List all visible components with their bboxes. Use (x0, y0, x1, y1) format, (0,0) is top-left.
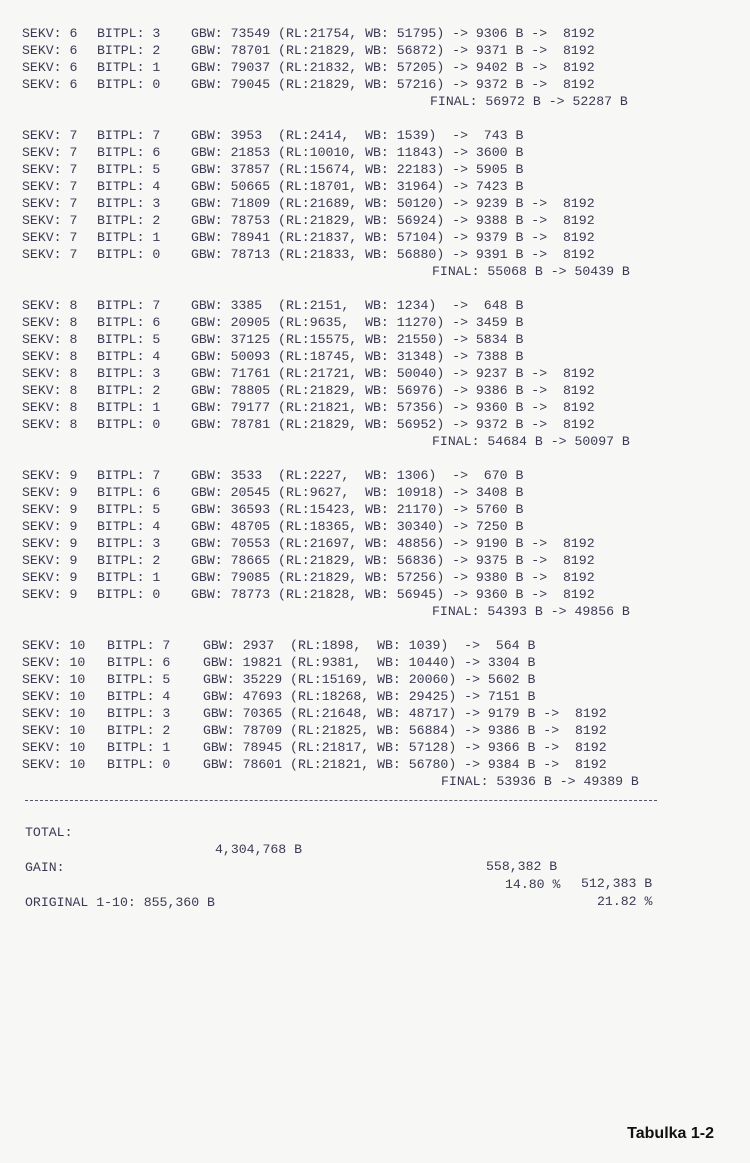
final-value: FINAL: 54684 B -> 50097 B (432, 434, 630, 450)
bitpl-cell: BITPL: 0 (97, 587, 161, 603)
bitpl-cell: BITPL: 4 (97, 519, 161, 535)
bitpl-cell: BITPL: 3 (107, 706, 171, 722)
sekv-cell: SEKV: 10 (22, 655, 86, 671)
table-caption: Tabulka 1-2 (627, 1125, 714, 1142)
sekv-cell: SEKV: 7 (22, 213, 78, 229)
bitpl-cell: BITPL: 1 (97, 570, 161, 586)
bitpl-cell: BITPL: 2 (107, 723, 171, 739)
sekv-cell: SEKV: 6 (22, 26, 78, 41)
gbw-cell: GBW: 73549 (RL:21754, WB: 51795) -> 9306 B -> 8192 (191, 26, 595, 41)
sekv-cell: SEKV: 10 (22, 672, 86, 688)
gbw-cell: GBW: 78781 (RL:21829, WB: 56952) -> 9372 B -> 8192 (191, 417, 595, 433)
total-bytes: 558,382 B (486, 859, 558, 874)
sekv-cell: SEKV: 7 (22, 196, 78, 212)
bitpl-cell: BITPL: 0 (107, 757, 171, 773)
sekv-cell: SEKV: 7 (22, 128, 78, 143)
sekv-cell: SEKV: 6 (22, 60, 78, 76)
bitpl-cell: BITPL: 2 (97, 213, 161, 229)
gbw-cell: GBW: 20545 (RL:9627, WB: 10918) -> 3408 B (191, 485, 524, 501)
bitpl-cell: BITPL: 6 (97, 145, 161, 161)
sekv-cell: SEKV: 8 (22, 332, 78, 348)
gbw-cell: GBW: 47693 (RL:18268, WB: 29425) -> 7151 B (203, 689, 536, 705)
sekv-cell: SEKV: 10 (22, 638, 86, 653)
sekv-cell: SEKV: 6 (22, 77, 78, 93)
final-value: FINAL: 54393 B -> 49856 B (432, 604, 630, 620)
sekv-cell: SEKV: 8 (22, 349, 78, 365)
gbw-cell: GBW: 78713 (RL:21833, WB: 56880) -> 9391 B -> 8192 (191, 247, 595, 263)
bitpl-cell: BITPL: 4 (97, 179, 161, 195)
gbw-cell: GBW: 2937 (RL:1898, WB: 1039) -> 564 B (203, 638, 536, 653)
bitpl-cell: BITPL: 7 (97, 298, 161, 313)
bitpl-cell: BITPL: 1 (107, 740, 171, 756)
sekv-cell: SEKV: 7 (22, 179, 78, 195)
bitpl-cell: BITPL: 6 (107, 655, 171, 671)
gbw-cell: GBW: 79085 (RL:21829, WB: 57256) -> 9380 B -> 8192 (191, 570, 595, 586)
sekv-cell: SEKV: 7 (22, 162, 78, 178)
sekv-cell: SEKV: 8 (22, 400, 78, 416)
gbw-cell: GBW: 37125 (RL:15575, WB: 21550) -> 5834 B (191, 332, 524, 348)
bitpl-cell: BITPL: 7 (107, 638, 171, 653)
gbw-cell: GBW: 78709 (RL:21825, WB: 56884) -> 9386 B -> 8192 (203, 723, 607, 739)
bitpl-cell: BITPL: 5 (107, 672, 171, 688)
sekv-cell: SEKV: 10 (22, 757, 86, 773)
gbw-cell: GBW: 78701 (RL:21829, WB: 56872) -> 9371 B -> 8192 (191, 43, 595, 59)
gbw-cell: GBW: 35229 (RL:15169, WB: 20060) -> 5602 B (203, 672, 536, 688)
bitpl-cell: BITPL: 3 (97, 196, 161, 212)
separator-line (25, 800, 657, 801)
gbw-cell: GBW: 50665 (RL:18701, WB: 31964) -> 7423 B (191, 179, 524, 195)
gbw-cell: GBW: 78753 (RL:21829, WB: 56924) -> 9388 B -> 8192 (191, 213, 595, 229)
original-label: ORIGINAL 1-10: 855,360 B (25, 895, 215, 910)
bitpl-cell: BITPL: 3 (97, 366, 161, 382)
sekv-cell: SEKV: 9 (22, 587, 78, 603)
sekv-cell: SEKV: 6 (22, 43, 78, 59)
bitpl-cell: BITPL: 5 (97, 162, 161, 178)
gbw-cell: GBW: 78941 (RL:21837, WB: 57104) -> 9379 B -> 8192 (191, 230, 595, 246)
gbw-cell: GBW: 37857 (RL:15674, WB: 22183) -> 5905 B (191, 162, 524, 178)
sekv-cell: SEKV: 9 (22, 502, 78, 518)
gbw-cell: GBW: 78773 (RL:21828, WB: 56945) -> 9360 B -> 8192 (191, 587, 595, 603)
gbw-cell: GBW: 78945 (RL:21817, WB: 57128) -> 9366 B -> 8192 (203, 740, 607, 756)
sekv-cell: SEKV: 7 (22, 230, 78, 246)
final-value: FINAL: 55068 B -> 50439 B (432, 264, 630, 280)
sekv-cell: SEKV: 8 (22, 315, 78, 331)
bitpl-cell: BITPL: 0 (97, 77, 161, 93)
bitpl-cell: BITPL: 1 (97, 60, 161, 76)
sekv-cell: SEKV: 8 (22, 417, 78, 433)
bitpl-cell: BITPL: 1 (97, 230, 161, 246)
gain-a: 14.80 % (505, 877, 561, 892)
bitpl-cell: BITPL: 0 (97, 417, 161, 433)
original-row (0, 877, 215, 928)
bitpl-cell: BITPL: 7 (97, 128, 161, 143)
gbw-cell: GBW: 70553 (RL:21697, WB: 48856) -> 9190 B -> 8192 (191, 536, 595, 552)
gbw-cell: GBW: 20905 (RL:9635, WB: 11270) -> 3459 B (191, 315, 524, 331)
bitpl-cell: BITPL: 5 (97, 502, 161, 518)
sekv-cell: SEKV: 9 (22, 468, 78, 483)
gbw-cell: GBW: 50093 (RL:18745, WB: 31348) -> 7388 B (191, 349, 524, 365)
bitpl-cell: BITPL: 7 (97, 468, 161, 483)
final-value: FINAL: 53936 B -> 49389 B (441, 774, 639, 790)
bitpl-cell: BITPL: 0 (97, 247, 161, 263)
gbw-cell: GBW: 78805 (RL:21829, WB: 56976) -> 9386 B -> 8192 (191, 383, 595, 399)
bitpl-cell: BITPL: 3 (97, 26, 161, 41)
sekv-cell: SEKV: 9 (22, 553, 78, 569)
gbw-cell: GBW: 36593 (RL:15423, WB: 21170) -> 5760 B (191, 502, 524, 518)
sekv-cell: SEKV: 9 (22, 536, 78, 552)
bitpl-cell: BITPL: 3 (97, 536, 161, 552)
gbw-cell: GBW: 78665 (RL:21829, WB: 56836) -> 9375 B -> 8192 (191, 553, 595, 569)
gbw-cell: GBW: 79177 (RL:21821, WB: 57356) -> 9360 B -> 8192 (191, 400, 595, 416)
gbw-cell: GBW: 21853 (RL:10010, WB: 11843) -> 3600 B (191, 145, 524, 161)
total-label: TOTAL: (25, 825, 73, 840)
sekv-cell: SEKV: 8 (22, 383, 78, 399)
gbw-cell: GBW: 71809 (RL:21689, WB: 50120) -> 9239 B -> 8192 (191, 196, 595, 212)
bitpl-cell: BITPL: 4 (97, 349, 161, 365)
sekv-cell: SEKV: 10 (22, 706, 86, 722)
gbw-cell: GBW: 78601 (RL:21821, WB: 56780) -> 9384 B -> 8192 (203, 757, 607, 773)
gbw-cell: GBW: 3385 (RL:2151, WB: 1234) -> 648 B (191, 298, 524, 313)
sekv-cell: SEKV: 7 (22, 145, 78, 161)
gbw-cell: GBW: 71761 (RL:21721, WB: 50040) -> 9237 B -> 8192 (191, 366, 595, 382)
gbw-cell: GBW: 3953 (RL:2414, WB: 1539) -> 743 B (191, 128, 524, 143)
sekv-cell: SEKV: 9 (22, 485, 78, 501)
sekv-cell: SEKV: 10 (22, 740, 86, 756)
bitpl-cell: BITPL: 1 (97, 400, 161, 416)
gbw-cell: GBW: 19821 (RL:9381, WB: 10440) -> 3304 B (203, 655, 536, 671)
sekv-cell: SEKV: 9 (22, 570, 78, 586)
sekv-cell: SEKV: 10 (22, 689, 86, 705)
gain-label: GAIN: (25, 860, 65, 875)
bitpl-cell: BITPL: 6 (97, 315, 161, 331)
bitpl-cell: BITPL: 2 (97, 383, 161, 399)
gbw-cell: GBW: 79037 (RL:21832, WB: 57205) -> 9402 B -> 8192 (191, 60, 595, 76)
sekv-cell: SEKV: 8 (22, 298, 78, 313)
bitpl-cell: BITPL: 4 (107, 689, 171, 705)
gbw-cell: GBW: 70365 (RL:21648, WB: 48717) -> 9179 B -> 8192 (203, 706, 607, 722)
bitpl-cell: BITPL: 5 (97, 332, 161, 348)
gbw-cell: GBW: 48705 (RL:18365, WB: 30340) -> 7250 B (191, 519, 524, 535)
bitpl-cell: BITPL: 6 (97, 485, 161, 501)
bitpl-cell: BITPL: 2 (97, 553, 161, 569)
gbw-cell: GBW: 3533 (RL:2227, WB: 1306) -> 670 B (191, 468, 524, 483)
gbw-cell: GBW: 79045 (RL:21829, WB: 57216) -> 9372 B -> 8192 (191, 77, 595, 93)
gain-b: 21.82 % (597, 894, 653, 909)
bitpl-cell: BITPL: 2 (97, 43, 161, 59)
final-value: FINAL: 56972 B -> 52287 B (430, 94, 628, 110)
total-final: 512,383 B (581, 876, 653, 891)
sekv-cell: SEKV: 9 (22, 519, 78, 535)
sekv-cell: SEKV: 10 (22, 723, 86, 739)
sekv-cell: SEKV: 8 (22, 366, 78, 382)
total-gbw: 4,304,768 B (215, 842, 303, 857)
sekv-cell: SEKV: 7 (22, 247, 78, 263)
